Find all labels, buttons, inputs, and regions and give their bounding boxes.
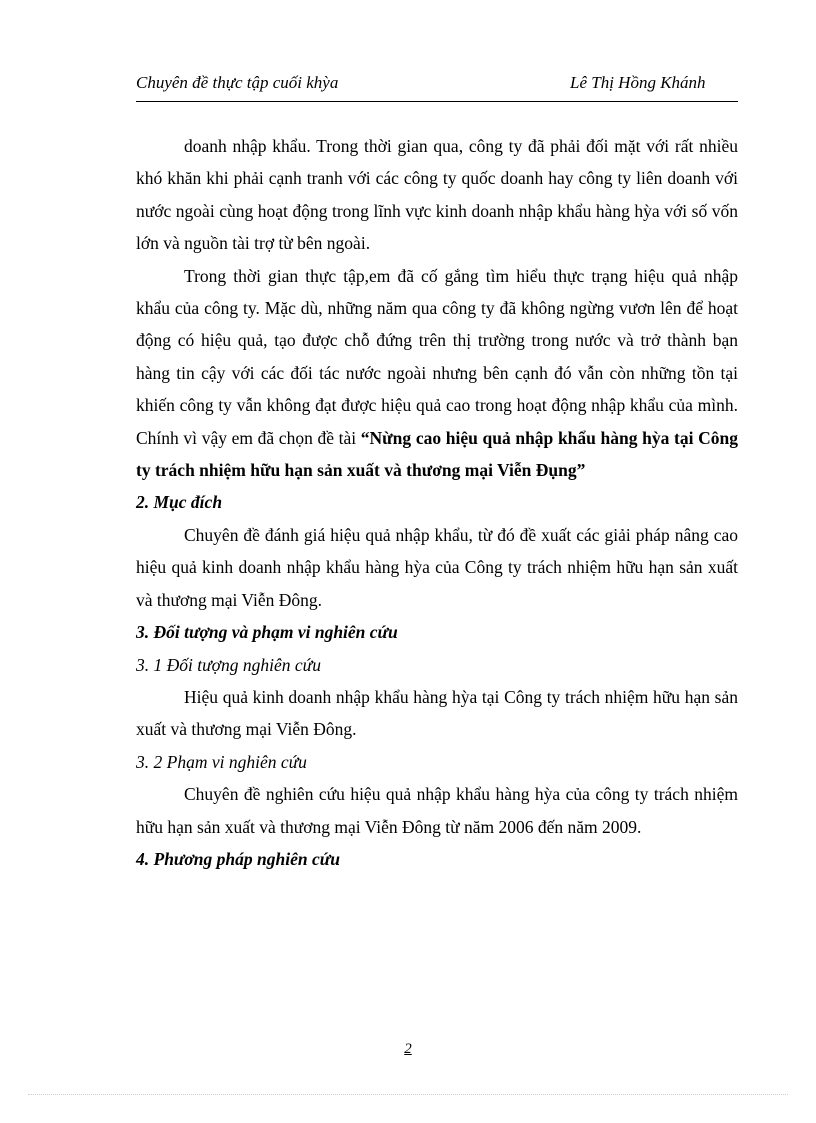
paragraph-3: Chuyên đề đánh giá hiệu quả nhập khẩu, từ đó đề xuất các giải pháp nâng cao hiệu quả kinh doanh nhập khẩu hàng hỳa của Công ty trách nhiệm hữu hạn sản xuất và thương mại Viễn Đông. <box>136 524 738 610</box>
running-header <box>136 72 736 94</box>
paragraph-4: Hiệu quả kinh doanh nhập khẩu hàng hỳa tại Công ty trách nhiệm hữu hạn sản xuất và thương mại Viễn Đông. <box>136 686 738 740</box>
heading-3-1: 3. 1 Đối tượng nghiên cứu <box>136 654 321 675</box>
page-number: 2 <box>404 1041 412 1057</box>
heading-2: 2. Mục đích <box>136 492 223 513</box>
thesis-title: “Nừng cao hiệu quả nhập khẩu hàng hỳa tại Công ty trách nhiệm hữu hạn sản xuất và thương mại Viễn Đụng” <box>136 427 738 481</box>
paragraph-1: doanh nhập khẩu. Trong thời gian qua, công ty đã phải đối mặt với rất nhiều khó khăn khi phải cạnh tranh với các công ty quốc doanh hay công ty liên doanh với nước ngoài cùng hoạt động trong lĩnh vực kinh doanh nhập khẩu hàng hỳa với số vốn lớn và nguồn tài trợ từ bên ngoài. <box>136 136 738 254</box>
paragraph-2 <box>136 260 738 487</box>
document-body <box>136 130 738 875</box>
header-title: Chuyên đề thực tập cuối khỳa <box>136 73 339 92</box>
paragraph-2-text: Trong thời gian thực tập,em đã cố gắng tìm hiểu thực trạng hiệu quả nhập khẩu của công ty. Mặc dù, những năm qua công ty đã không ngừng vươn lên để hoạt động có hiệu quả, tạo được chỗ đứng trên thị trường trong nước và trở thành bạn hàng tin cậy với các đối tác nước ngoài nhưng bên cạnh đó vẫn còn những tồn tại khiến công ty vẫn không đạt được hiệu quả cao trong hoạt động nhập khẩu của mình. Chính vì vậy em đã chọn đề tài <box>136 265 738 448</box>
heading-3: 3. Đối tượng và phạm vi nghiên cứu <box>136 622 398 643</box>
heading-3-2: 3. 2 Phạm vi nghiên cứu <box>136 751 307 772</box>
page-bottom-border <box>28 1094 788 1095</box>
paragraph-5: Chuyên đề nghiên cứu hiệu quả nhập khẩu hàng hỳa của công ty trách nhiệm hữu hạn sản xuất và thương mại Viễn Đông từ năm 2006 đến năm 2009. <box>136 784 738 837</box>
heading-4: 4. Phương pháp nghiên cứu <box>136 848 340 869</box>
header-rule <box>136 101 738 102</box>
header-author: Lê Thị Hồng Khánh <box>570 73 706 92</box>
